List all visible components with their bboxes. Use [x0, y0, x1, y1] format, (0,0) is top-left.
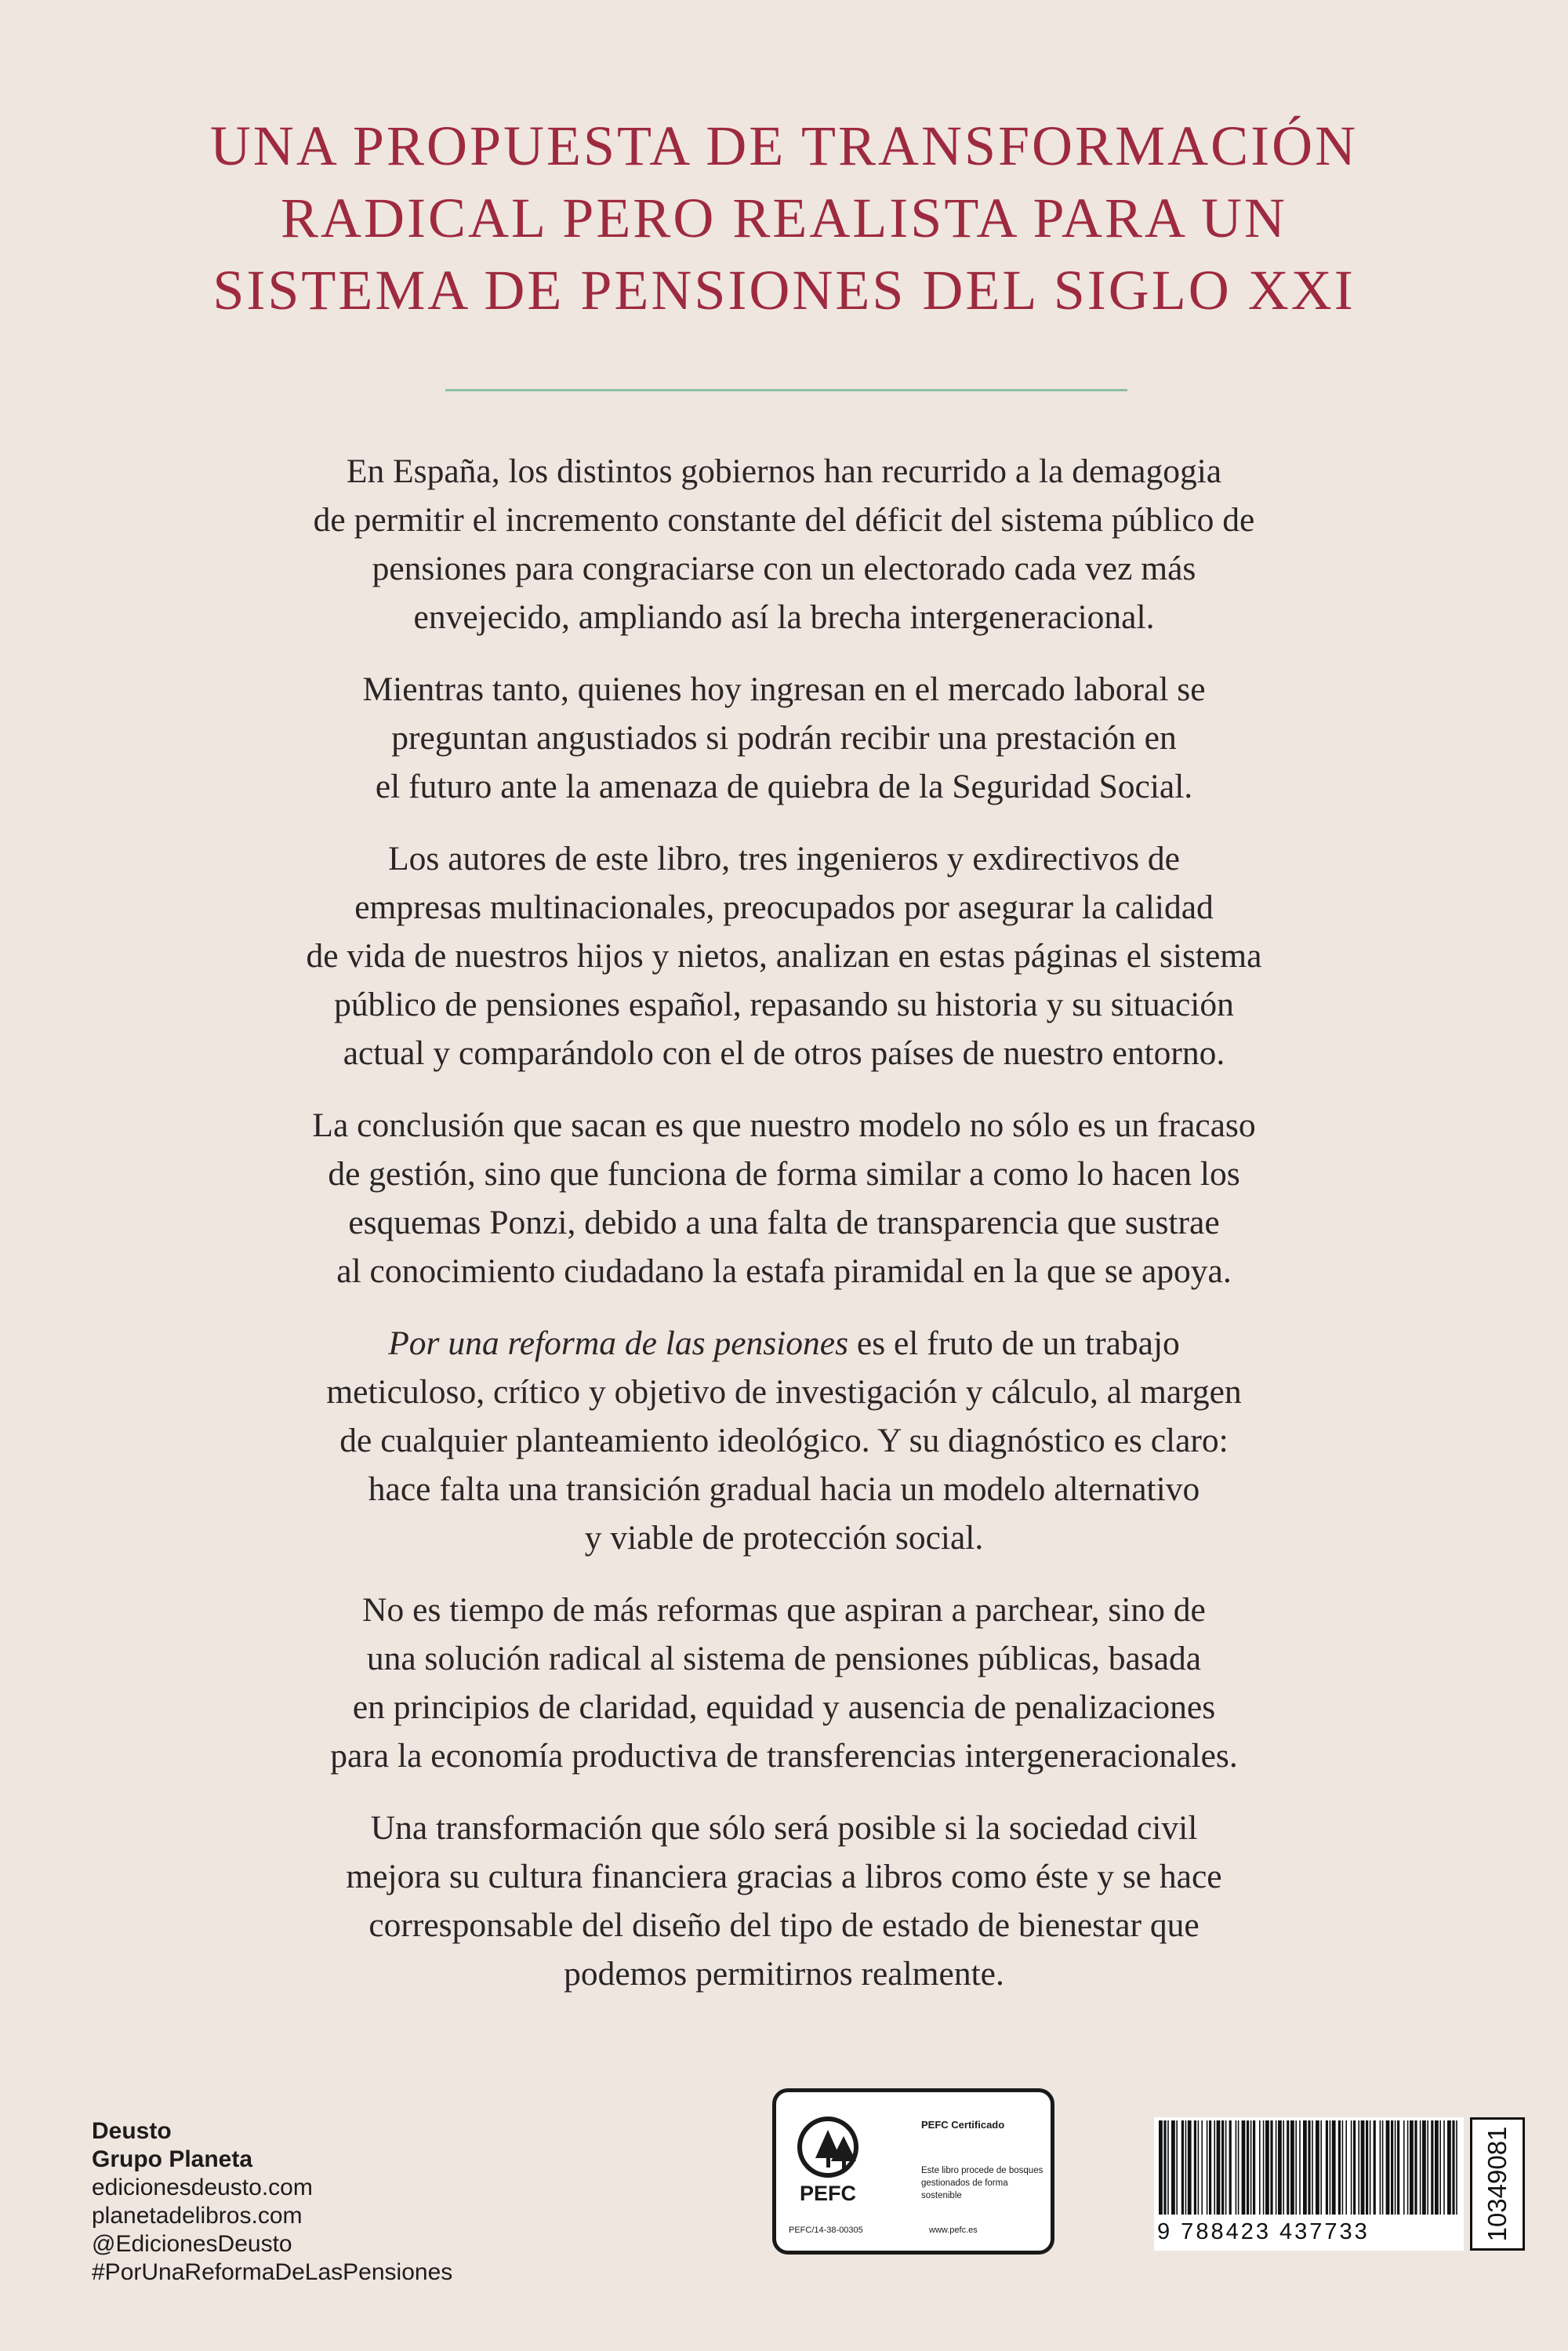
publisher-name: Deusto: [92, 2118, 172, 2144]
text-line: Una transformación que sólo será posible si la sociedad civil: [370, 1809, 1198, 1847]
isbn-digits: 9 788423 437733: [1157, 2219, 1370, 2244]
barcode-bar: [1163, 2120, 1166, 2215]
barcode-bar: [1320, 2120, 1322, 2215]
text-line: En España, los distintos gobiernos han recurrido a la demagogia: [346, 452, 1222, 490]
barcode-bar: [1447, 2120, 1451, 2215]
barcode-bar: [1332, 2120, 1336, 2215]
barcode-bar: [1370, 2120, 1371, 2215]
pefc-title: PEFC Certificado: [921, 2119, 1005, 2131]
text-line: mejora su cultura financiera gracias a libros como éste y se hace: [346, 1858, 1222, 1895]
barcode-bar: [1380, 2120, 1381, 2215]
barcode-bar: [1303, 2120, 1307, 2215]
barcode-bar: [1181, 2120, 1184, 2215]
barcode-bar: [1407, 2120, 1409, 2215]
text-line: al conocimiento ciudadano la estafa piramidal en la que se apoya.: [336, 1252, 1232, 1290]
publisher-info: [92, 2117, 452, 2287]
paragraph: [125, 1804, 1443, 1998]
barcode-bar: [1242, 2120, 1246, 2215]
publisher-link: edicionesdeusto.com: [92, 2175, 313, 2200]
paragraph: [125, 1319, 1443, 1562]
product-code-box: [1470, 2117, 1525, 2251]
publisher-link: planetadelibros.com: [92, 2203, 303, 2229]
text-line: en principios de claridad, equidad y ausencia de penalizaciones: [352, 1688, 1216, 1726]
barcode-bar: [1431, 2120, 1433, 2215]
barcode-bar: [1159, 2120, 1163, 2215]
barcode-bar: [1312, 2120, 1313, 2215]
text-line: La conclusión que sacan es que nuestro modelo no sólo es un fracaso: [312, 1106, 1256, 1144]
barcode-bar: [1238, 2120, 1240, 2215]
barcode-bar: [1316, 2120, 1319, 2215]
barcode-bar: [1270, 2120, 1272, 2215]
headline-line: SISTEMA DE PENSIONES DEL SIGLO XXI: [212, 259, 1356, 322]
barcode-bar: [1171, 2120, 1175, 2215]
headline-line: RADICAL PERO REALISTA PARA UN: [280, 187, 1288, 249]
barcode-bar: [1353, 2120, 1356, 2215]
barcode-bar: [1345, 2120, 1347, 2215]
barcode-bar: [1386, 2120, 1390, 2215]
barcode-bar: [1283, 2120, 1284, 2215]
barcode-bar: [1221, 2120, 1224, 2215]
barcode-bar: [1236, 2120, 1237, 2215]
text-line: esquemas Ponzi, debido a una falta de transparencia que sustrae: [348, 1204, 1220, 1241]
barcode-bar: [1263, 2120, 1265, 2215]
text-line: empresas multinacionales, preocupados por asegurar la calidad: [354, 888, 1214, 926]
text-line: No es tiempo de más reformas que aspiran a parchear, sino de: [362, 1591, 1206, 1629]
barcode-bar: [1290, 2120, 1294, 2215]
text-line: Los autores de este libro, tres ingenieros y exdirectivos de: [388, 840, 1180, 878]
paragraph: [125, 447, 1443, 641]
barcode-bar: [1295, 2120, 1297, 2215]
barcode-bar: [1198, 2120, 1200, 2215]
text-line: de cualquier planteamiento ideológico. Y su diagnóstico es claro:: [339, 1422, 1229, 1459]
barcode-bar: [1435, 2120, 1439, 2215]
pefc-certificate: [772, 2088, 1054, 2255]
barcode-bar: [1287, 2120, 1289, 2215]
barcode-bar: [1427, 2120, 1428, 2215]
barcode-bar: [1330, 2120, 1331, 2215]
barcode-bar: [1395, 2120, 1396, 2215]
book-title: Por una reforma de las pensiones: [388, 1324, 849, 1362]
barcode-bar: [1443, 2120, 1445, 2215]
barcode-bar: [1338, 2120, 1341, 2215]
barcode-bar: [1276, 2120, 1277, 2215]
barcode-bar: [1278, 2120, 1282, 2215]
text-line: de gestión, sino que funciona de forma similar a como lo hacen los: [328, 1155, 1240, 1193]
text-line: una solución radical al sistema de pensiones públicas, basada: [366, 1640, 1202, 1677]
headline: [0, 110, 1568, 326]
barcode-bar: [1247, 2120, 1249, 2215]
text-line: pensiones para congraciarse con un electorado cada vez más: [372, 550, 1196, 587]
barcode-bar: [1188, 2120, 1192, 2215]
pefc-tree-logo-icon: [792, 2113, 886, 2207]
barcode-bar: [1452, 2120, 1454, 2215]
headline-line: UNA PROPUESTA DE TRANSFORMACIÓN: [209, 114, 1359, 177]
text-line: para la economía productiva de transferencias intergeneracionales.: [330, 1737, 1238, 1775]
product-code: 10349081: [1483, 2126, 1512, 2242]
text-line: de vida de nuestros hijos y nietos, analizan en estas páginas el sistema: [306, 937, 1262, 975]
barcode-bar: [1176, 2120, 1178, 2215]
text-line: [125, 1319, 1443, 1368]
barcode-bar: [1217, 2120, 1221, 2215]
barcode-bar: [1225, 2120, 1227, 2215]
barcode-bar: [1422, 2120, 1426, 2215]
barcode-bar: [1358, 2120, 1359, 2215]
barcode-bar: [1265, 2120, 1269, 2215]
barcode-bar: [1209, 2120, 1211, 2215]
barcode-bar: [1253, 2120, 1255, 2215]
barcode-bar: [1250, 2120, 1252, 2215]
paragraph: [125, 665, 1443, 811]
barcode-bar: [1308, 2120, 1310, 2215]
barcode-bar: [1351, 2120, 1352, 2215]
text-fragment: es el fruto de un trabajo: [848, 1324, 1180, 1362]
barcode-bar: [1366, 2120, 1368, 2215]
barcode-bar: [1185, 2120, 1187, 2215]
paragraph: [125, 1101, 1443, 1295]
barcode-bar: [1194, 2120, 1196, 2215]
barcode-bar: [1410, 2120, 1414, 2215]
text-line: meticuloso, crítico y objetivo de investigación y cálculo, al margen: [326, 1373, 1242, 1411]
text-line: y viable de protección social.: [584, 1519, 984, 1557]
barcode-bar: [1361, 2120, 1365, 2215]
barcode-bar: [1397, 2120, 1399, 2215]
pefc-text: Este libro procede de bosques gestionados de forma sostenible: [921, 2166, 1044, 2200]
barcode-bar: [1439, 2120, 1441, 2215]
barcode-bar: [1201, 2120, 1203, 2215]
text-line: actual y comparándolo con el de otros países de nuestro entorno.: [343, 1034, 1225, 1072]
barcode-bar: [1382, 2120, 1384, 2215]
text-line: de permitir el incremento constante del déficit del sistema público de: [313, 501, 1255, 539]
text-line: corresponsable del diseño del tipo de estado de bienestar que: [368, 1906, 1200, 1944]
text-line: envejecido, ampliando así la brecha intergeneracional.: [413, 598, 1155, 636]
barcode-bar: [1326, 2120, 1328, 2215]
text-line: público de pensiones español, repasando su historia y su situación: [334, 986, 1234, 1023]
barcode-bar: [1420, 2120, 1421, 2215]
pefc-code: PEFC/14-38-00305: [789, 2226, 863, 2235]
barcode-bar: [1342, 2120, 1344, 2215]
paragraph: [125, 1586, 1443, 1780]
text-line: Mientras tanto, quienes hoy ingresan en el mercado laboral se: [362, 670, 1206, 708]
pefc-website: www.pefc.es: [929, 2226, 978, 2235]
synopsis: [125, 447, 1443, 2022]
barcode-bar: [1456, 2120, 1457, 2215]
publisher-group: Grupo Planeta: [92, 2146, 253, 2172]
barcode-bar: [1403, 2120, 1405, 2215]
barcode-bar: [1229, 2120, 1232, 2215]
publisher-link: #PorUnaReformaDeLasPensiones: [92, 2259, 453, 2285]
barcode-bar: [1167, 2120, 1169, 2215]
barcode-bar: [1414, 2120, 1417, 2215]
barcode-bar: [1207, 2120, 1208, 2215]
barcode-bar: [1374, 2120, 1376, 2215]
text-line: el futuro ante la amenaza de quiebra de la Seguridad Social.: [375, 768, 1193, 805]
text-line: preguntan angustiados si podrán recibir una prestación en: [391, 719, 1177, 757]
text-line: hace falta una transición gradual hacia un modelo alternativo: [368, 1470, 1200, 1508]
divider-rule: [445, 389, 1127, 391]
barcode-bar: [1214, 2120, 1215, 2215]
text-line: podemos permitirnos realmente.: [564, 1955, 1004, 1993]
barcode-bar: [1391, 2120, 1393, 2215]
barcode-bar: [1299, 2120, 1301, 2215]
publisher-link: @EdicionesDeusto: [92, 2231, 292, 2257]
barcode-bar: [1259, 2120, 1261, 2215]
pefc-logo-text: PEFC: [799, 2182, 857, 2205]
paragraph: [125, 834, 1443, 1077]
